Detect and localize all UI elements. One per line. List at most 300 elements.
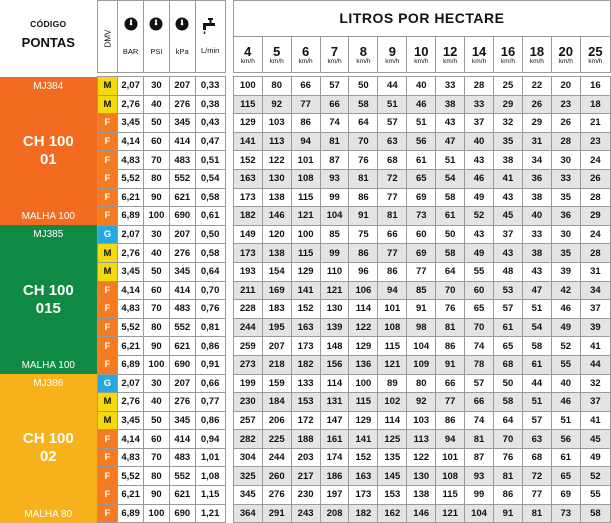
pressure-psi: 40 (144, 393, 170, 412)
rate-value: 53 (494, 281, 523, 300)
table-row (0, 374, 611, 393)
rate-value: 364 (233, 504, 262, 523)
droplet-class-badge: F (97, 355, 118, 374)
speed-header-6 (291, 37, 320, 73)
rate-value: 173 (233, 244, 262, 263)
pressure-psi: 100 (144, 355, 170, 374)
rate-value: 31 (580, 262, 610, 281)
rate-value: 141 (291, 281, 320, 300)
rate-value: 38 (522, 244, 551, 263)
rate-value: 103 (407, 411, 436, 430)
rate-value: 325 (233, 467, 262, 486)
rate-value: 72 (522, 467, 551, 486)
rate-value: 100 (291, 225, 320, 244)
pressure-psi: 50 (144, 262, 170, 281)
rate-value: 61 (522, 355, 551, 374)
rate-value: 81 (494, 467, 523, 486)
speed-unit: km/h (529, 57, 544, 65)
rate-value: 99 (465, 486, 494, 505)
rate-value: 56 (407, 132, 436, 151)
rate-value: 74 (320, 114, 349, 133)
droplet-class-badge: G (97, 374, 118, 393)
speed-value: 16 (500, 43, 516, 59)
pressure-bar: 6,21 (118, 188, 144, 207)
lmin-label: L/min (200, 46, 220, 55)
flow-lmin: 0,66 (195, 374, 225, 393)
rate-value: 28 (580, 244, 610, 263)
rate-value: 169 (262, 281, 291, 300)
speed-value: 20 (558, 43, 573, 59)
table-row (0, 77, 611, 96)
rate-value: 25 (494, 77, 523, 96)
flow-lmin: 0,54 (195, 169, 225, 188)
speed-unit: km/h (356, 57, 371, 65)
pressure-bar: 3,45 (118, 262, 144, 281)
flow-lmin: 0,77 (195, 393, 225, 412)
speed-header-14 (465, 37, 494, 73)
rate-value: 106 (349, 281, 378, 300)
rate-value: 37 (494, 225, 523, 244)
rate-value: 57 (494, 300, 523, 319)
rate-value: 156 (320, 355, 349, 374)
rate-value: 58 (349, 95, 378, 114)
rate-value: 230 (291, 486, 320, 505)
rate-value: 74 (465, 337, 494, 356)
pressure-kpa: 552 (169, 467, 195, 486)
rate-value: 129 (233, 114, 262, 133)
rate-value: 40 (465, 132, 494, 151)
rate-value: 38 (436, 95, 465, 114)
rate-value: 129 (291, 262, 320, 281)
rate-value: 182 (233, 207, 262, 226)
speed-header-25 (580, 37, 610, 73)
speed-value: 14 (471, 43, 487, 59)
rate-value: 230 (233, 393, 262, 412)
speed-unit: km/h (472, 57, 487, 65)
speed-value: 18 (529, 43, 545, 59)
rate-value: 154 (262, 262, 291, 281)
pressure-kpa: 207 (169, 225, 195, 244)
rate-value: 64 (436, 262, 465, 281)
rate-value: 35 (551, 244, 580, 263)
rate-value: 73 (407, 207, 436, 226)
flow-lmin: 0,64 (195, 262, 225, 281)
rate-value: 77 (378, 244, 407, 263)
droplet-class-badge: F (97, 132, 118, 151)
rate-value: 46 (407, 95, 436, 114)
rate-value: 260 (262, 467, 291, 486)
rate-value: 138 (262, 244, 291, 263)
rate-value: 211 (233, 281, 262, 300)
nozzle-model-cell (0, 77, 97, 226)
rate-value: 64 (349, 114, 378, 133)
rate-value: 276 (262, 486, 291, 505)
rate-value: 114 (378, 411, 407, 430)
droplet-class-badge: M (97, 411, 118, 430)
rate-value: 113 (262, 132, 291, 151)
rate-value: 195 (262, 318, 291, 337)
rate-value: 58 (522, 337, 551, 356)
flow-lmin: 1,08 (195, 467, 225, 486)
rate-value: 130 (320, 300, 349, 319)
pressure-kpa: 345 (169, 411, 195, 430)
rate-value: 163 (291, 318, 320, 337)
rate-value: 91 (407, 300, 436, 319)
speed-header-8 (349, 37, 378, 73)
rate-value: 76 (349, 151, 378, 170)
pressure-bar: 4,14 (118, 132, 144, 151)
rate-value: 152 (291, 300, 320, 319)
pressure-psi: 70 (144, 151, 170, 170)
mesh-label: MALHA 100 (21, 360, 75, 371)
rate-value: 69 (407, 188, 436, 207)
kpa-header (169, 1, 195, 73)
rate-value: 73 (551, 504, 580, 523)
pressure-bar: 5,52 (118, 467, 144, 486)
rate-value: 51 (522, 393, 551, 412)
pressure-kpa: 414 (169, 132, 195, 151)
rate-value: 85 (407, 281, 436, 300)
pressure-bar: 6,89 (118, 207, 144, 226)
rate-value: 115 (291, 188, 320, 207)
droplet-class-badge: F (97, 114, 118, 133)
droplet-class-badge: F (97, 504, 118, 523)
rate-value: 86 (436, 337, 465, 356)
rate-value: 28 (465, 77, 494, 96)
rate-value: 197 (320, 486, 349, 505)
rate-value: 65 (494, 337, 523, 356)
rate-value: 40 (551, 374, 580, 393)
pressure-bar: 4,83 (118, 448, 144, 467)
flow-lmin: 0,70 (195, 281, 225, 300)
rate-value: 207 (262, 337, 291, 356)
droplet-class-badge: F (97, 188, 118, 207)
rate-value: 102 (378, 393, 407, 412)
droplet-class-badge: M (97, 95, 118, 114)
rate-value: 173 (291, 337, 320, 356)
rate-value: 93 (320, 169, 349, 188)
rate-value: 76 (436, 300, 465, 319)
rate-value: 24 (580, 225, 610, 244)
rate-value: 43 (494, 244, 523, 263)
pressure-kpa: 483 (169, 151, 195, 170)
rate-value: 133 (291, 374, 320, 393)
codigo-label: CÓDIGO (30, 19, 67, 29)
pressure-kpa: 552 (169, 318, 195, 337)
pressure-bar: 2,76 (118, 95, 144, 114)
flow-lmin: 1,15 (195, 486, 225, 505)
rate-value: 122 (262, 151, 291, 170)
rate-value: 50 (494, 374, 523, 393)
rate-value: 58 (436, 244, 465, 263)
rate-value: 38 (494, 151, 523, 170)
rate-value: 47 (522, 281, 551, 300)
rate-value: 114 (320, 374, 349, 393)
pressure-bar: 6,89 (118, 504, 144, 523)
flow-lmin: 0,58 (195, 188, 225, 207)
rate-value: 129 (349, 337, 378, 356)
pressure-psi: 50 (144, 114, 170, 133)
rate-value: 108 (436, 467, 465, 486)
rate-value: 81 (378, 207, 407, 226)
rate-value: 43 (494, 188, 523, 207)
mesh-label: MALHA 80 (24, 508, 73, 520)
rate-value: 77 (407, 262, 436, 281)
rate-value: 68 (494, 355, 523, 374)
pressure-psi: 30 (144, 374, 170, 393)
pressure-psi: 60 (144, 132, 170, 151)
rate-value: 99 (320, 244, 349, 263)
speed-value: 8 (359, 43, 368, 59)
droplet-class-badge: G (97, 225, 118, 244)
rate-value: 81 (436, 318, 465, 337)
rate-value: 99 (320, 188, 349, 207)
rate-value: 55 (465, 262, 494, 281)
rate-value: 89 (378, 374, 407, 393)
rate-value: 121 (436, 504, 465, 523)
bar-label: BAR (122, 47, 139, 56)
rate-value: 345 (233, 486, 262, 505)
rate-value: 51 (407, 114, 436, 133)
rate-value: 188 (291, 430, 320, 449)
speed-header-12 (436, 37, 465, 73)
flow-lmin: 0,43 (195, 114, 225, 133)
nozzle-name: CH 100 02 (22, 430, 74, 466)
rate-value: 115 (233, 95, 262, 114)
pressure-kpa: 690 (169, 207, 195, 226)
pressure-kpa: 207 (169, 77, 195, 96)
rate-value: 45 (580, 430, 610, 449)
rate-value: 72 (378, 169, 407, 188)
droplet-class-badge: F (97, 318, 118, 337)
flow-lmin: 0,61 (195, 207, 225, 226)
rate-value: 152 (233, 151, 262, 170)
rate-value: 36 (522, 169, 551, 188)
rate-value: 49 (551, 318, 580, 337)
pressure-kpa: 345 (169, 114, 195, 133)
rate-value: 35 (494, 132, 523, 151)
pressure-kpa: 345 (169, 262, 195, 281)
rate-value: 130 (407, 467, 436, 486)
pressure-bar: 4,83 (118, 300, 144, 319)
droplet-class-badge: M (97, 244, 118, 263)
rate-value: 93 (465, 467, 494, 486)
rate-value: 23 (551, 95, 580, 114)
rate-value: 94 (291, 132, 320, 151)
rate-value: 162 (378, 504, 407, 523)
pressure-kpa: 621 (169, 188, 195, 207)
rate-value: 34 (522, 151, 551, 170)
pressure-kpa: 414 (169, 281, 195, 300)
rate-value: 16 (580, 77, 610, 96)
rate-value: 273 (233, 355, 262, 374)
rate-value: 33 (436, 77, 465, 96)
rate-value: 108 (378, 318, 407, 337)
rate-value: 28 (580, 188, 610, 207)
rate-value: 203 (291, 448, 320, 467)
droplet-class-badge: F (97, 337, 118, 356)
nozzle-model-cell (0, 374, 97, 523)
rate-value: 55 (580, 486, 610, 505)
rate-value: 30 (551, 151, 580, 170)
speed-header-10 (407, 37, 436, 73)
pressure-bar: 6,21 (118, 486, 144, 505)
rate-value: 136 (349, 355, 378, 374)
rate-value: 44 (522, 374, 551, 393)
gauge-icon (144, 17, 169, 37)
litros-header (233, 1, 610, 37)
pressure-bar: 2,07 (118, 374, 144, 393)
rate-value: 115 (436, 486, 465, 505)
rate-value: 85 (320, 225, 349, 244)
rate-value: 100 (349, 374, 378, 393)
rate-value: 68 (522, 448, 551, 467)
flow-lmin: 0,86 (195, 411, 225, 430)
rate-value: 149 (233, 225, 262, 244)
droplet-class-badge: F (97, 151, 118, 170)
rate-value: 58 (436, 188, 465, 207)
rate-value: 244 (233, 318, 262, 337)
rate-value: 110 (320, 262, 349, 281)
nozzle-code: MJ385 (33, 229, 64, 241)
rate-value: 39 (551, 262, 580, 281)
rate-value: 42 (551, 281, 580, 300)
rate-value: 32 (580, 374, 610, 393)
rate-value: 87 (465, 448, 494, 467)
droplet-class-badge: M (97, 262, 118, 281)
rate-value: 109 (407, 355, 436, 374)
rate-value: 86 (349, 188, 378, 207)
pressure-kpa: 552 (169, 169, 195, 188)
rate-value: 29 (522, 114, 551, 133)
flow-lmin: 1,21 (195, 504, 225, 523)
pressure-kpa: 276 (169, 95, 195, 114)
rate-value: 44 (378, 77, 407, 96)
rate-value: 57 (465, 374, 494, 393)
rate-value: 100 (233, 77, 262, 96)
rate-value: 86 (349, 244, 378, 263)
rate-value: 101 (378, 300, 407, 319)
droplet-class-badge: F (97, 169, 118, 188)
speed-unit: km/h (385, 57, 400, 65)
nozzle-code: MJ384 (33, 80, 64, 92)
rate-value: 77 (291, 95, 320, 114)
rate-value: 26 (551, 114, 580, 133)
rate-value: 282 (233, 430, 262, 449)
rate-value: 51 (436, 151, 465, 170)
rate-value: 26 (580, 169, 610, 188)
nozzle-model-cell (0, 225, 97, 374)
rate-value: 81 (465, 430, 494, 449)
rate-value: 38 (522, 188, 551, 207)
rate-value: 80 (262, 77, 291, 96)
rate-value: 41 (580, 411, 610, 430)
speed-unit: km/h (327, 57, 342, 65)
rate-value: 43 (465, 225, 494, 244)
rate-value: 163 (349, 467, 378, 486)
rate-value: 43 (436, 114, 465, 133)
rate-value: 121 (378, 355, 407, 374)
rate-value: 75 (349, 225, 378, 244)
rate-value: 98 (407, 318, 436, 337)
rate-value: 172 (291, 411, 320, 430)
rate-value: 148 (320, 337, 349, 356)
speed-unit: km/h (414, 57, 429, 65)
rate-value: 66 (291, 77, 320, 96)
rate-value: 57 (522, 411, 551, 430)
flow-lmin: 0,94 (195, 430, 225, 449)
rate-value: 44 (580, 355, 610, 374)
pressure-bar: 5,52 (118, 169, 144, 188)
rate-value: 52 (551, 337, 580, 356)
droplet-class-badge: F (97, 486, 118, 505)
rate-value: 61 (551, 448, 580, 467)
rate-value: 259 (233, 337, 262, 356)
pressure-bar: 4,14 (118, 281, 144, 300)
pressure-bar: 5,52 (118, 318, 144, 337)
pressure-bar: 2,07 (118, 77, 144, 96)
rate-value: 122 (407, 448, 436, 467)
rate-value: 129 (349, 411, 378, 430)
rate-value: 208 (320, 504, 349, 523)
pressure-psi: 60 (144, 430, 170, 449)
speed-value: 12 (442, 43, 458, 59)
pressure-kpa: 483 (169, 448, 195, 467)
rate-value: 138 (262, 188, 291, 207)
rate-value: 225 (262, 430, 291, 449)
pressure-psi: 90 (144, 486, 170, 505)
rate-value: 22 (522, 77, 551, 96)
rate-value: 58 (494, 393, 523, 412)
dmv-header (97, 1, 118, 73)
rate-value: 24 (580, 151, 610, 170)
pressure-bar: 3,45 (118, 114, 144, 133)
rate-value: 69 (407, 244, 436, 263)
rate-value: 43 (522, 262, 551, 281)
rate-value: 49 (465, 244, 494, 263)
rate-value: 41 (580, 337, 610, 356)
pressure-bar: 4,14 (118, 430, 144, 449)
rate-value: 40 (407, 77, 436, 96)
dmv-label: DMV (102, 29, 112, 47)
rate-value: 33 (522, 225, 551, 244)
speed-unit: km/h (588, 57, 603, 65)
rate-value: 153 (291, 393, 320, 412)
rate-value: 66 (378, 225, 407, 244)
rate-value: 60 (407, 225, 436, 244)
rate-value: 152 (349, 448, 378, 467)
rate-value: 108 (291, 169, 320, 188)
rate-value: 173 (349, 486, 378, 505)
rate-value: 146 (407, 504, 436, 523)
rate-value: 81 (320, 132, 349, 151)
speed-value: 6 (301, 43, 310, 59)
rate-value: 30 (551, 225, 580, 244)
flow-lmin: 0,76 (195, 300, 225, 319)
rate-value: 35 (551, 188, 580, 207)
rate-value: 77 (522, 486, 551, 505)
speed-header-4 (233, 37, 262, 73)
rate-value: 78 (465, 355, 494, 374)
rate-value: 153 (378, 486, 407, 505)
pressure-psi: 80 (144, 169, 170, 188)
pressure-kpa: 207 (169, 374, 195, 393)
table-body (0, 77, 611, 523)
rate-value: 63 (378, 132, 407, 151)
nozzle-name: CH 100 015 (22, 281, 74, 317)
rate-value: 121 (320, 281, 349, 300)
pressure-psi: 40 (144, 95, 170, 114)
